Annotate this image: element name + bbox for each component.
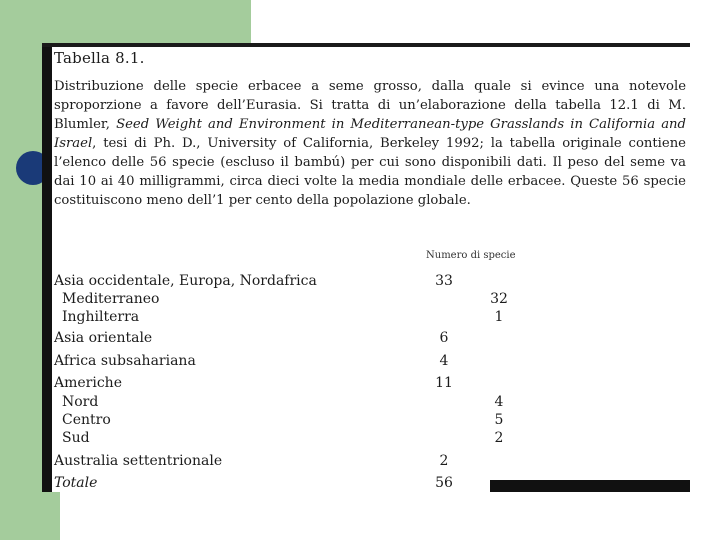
row-subvalue: 2 <box>494 430 504 446</box>
row-label: Africa subsahariana <box>54 353 196 369</box>
table-row <box>54 453 684 473</box>
row-label: Inghilterra <box>62 309 140 325</box>
row-subvalue: 32 <box>490 291 508 307</box>
row-label: Centro <box>62 412 111 428</box>
table-row <box>54 430 684 450</box>
row-value: 4 <box>439 353 449 369</box>
caption-part2: , tesi di Ph. D., University of California, Berkeley 1992; la tabella originale contiene l’elenco delle 56 specie (escluso il bambú) per cui sono disponibili dati. Il peso del seme va dai 10 ai 40 milligrammi, circa dieci volte la media mondiale delle erbacee. Queste 56 specie costituiscono meno dell’1 per cento della popolazione globale. <box>54 136 686 208</box>
caption-part1: Distribuzione delle specie erbacee a seme grosso, dalla quale si evince una notevole sproporzione a favore dell’Eurasia. Si tratta di un’elaborazione della tabella 12.1 di M. Blumler, <box>54 79 686 132</box>
table-row <box>54 330 684 350</box>
row-label: Australia settentrionale <box>54 453 223 469</box>
row-value: 11 <box>435 375 453 391</box>
row-label: Mediterraneo <box>62 291 160 307</box>
table-row-total <box>54 475 684 492</box>
table-row <box>54 309 684 329</box>
table-row <box>54 273 684 293</box>
row-label: Americhe <box>54 375 122 391</box>
column-header: Numero di specie <box>426 250 516 261</box>
table-row <box>54 375 684 395</box>
row-value: 6 <box>439 330 449 346</box>
table-caption <box>54 77 686 210</box>
table-row <box>54 412 684 432</box>
row-label: Asia occidentale, Europa, Nordafrica <box>54 273 317 289</box>
row-label: Nord <box>62 394 99 410</box>
row-value: 56 <box>435 475 453 491</box>
table-row <box>54 353 684 373</box>
row-label: Sud <box>62 430 90 446</box>
row-label: Asia orientale <box>54 330 153 346</box>
scan-border-left <box>42 43 52 492</box>
row-value: 2 <box>439 453 449 469</box>
row-label: Totale <box>54 475 98 491</box>
table-row <box>54 291 684 311</box>
caption-book-title: Seed Weight and Environment in Mediterranean-type Grasslands in California and Israel <box>54 117 686 151</box>
table-row <box>54 394 684 414</box>
scanned-table-page <box>42 43 690 492</box>
row-subvalue: 5 <box>494 412 504 428</box>
row-subvalue: 4 <box>494 394 504 410</box>
scan-border-top <box>42 43 690 47</box>
row-subvalue: 1 <box>494 309 504 325</box>
table-title: Tabella 8.1. <box>54 49 145 67</box>
row-value: 33 <box>435 273 453 289</box>
